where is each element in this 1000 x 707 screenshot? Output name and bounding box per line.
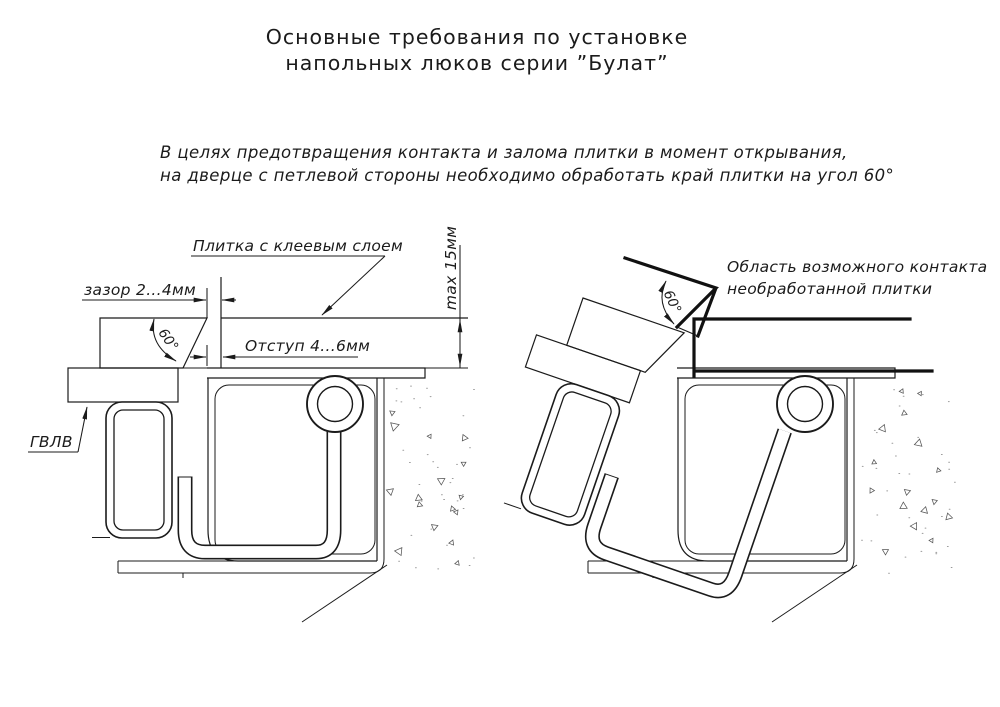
tile-leader-label: Плитка с клеевым слоем [193, 237, 403, 255]
door-tube-profile [106, 402, 172, 538]
hinge-pivot-right [777, 376, 833, 432]
contact-caption-line-2: необработанной плитки [727, 280, 933, 298]
gvl-board [68, 368, 178, 402]
open-hatch-view [481, 258, 987, 622]
note-text [160, 143, 894, 185]
title-line-1: Основные требования по установке [265, 25, 689, 49]
contact-caption-line-1: Область возможного контакта [727, 258, 988, 276]
concrete-texture-right [862, 389, 956, 573]
note-line-1: В целях предотвращения контакта и залома плитки в момент открывания, [160, 143, 848, 162]
offset-dimension-label: Отступ 4...6мм [245, 337, 371, 355]
concrete-texture [386, 386, 474, 569]
contact-angle-label: 60° [659, 287, 685, 317]
note-line-2: на дверце с петлевой стороны необходимо обработать край плитки на угол 60° [160, 166, 895, 185]
title-line-2: напольных люков серии ”Булат” [285, 51, 669, 75]
contact-area-caption [727, 258, 987, 298]
open-door-assembly [481, 288, 684, 541]
door-tile-open [567, 298, 684, 380]
hinge-pivot [307, 376, 363, 432]
bevel-angle-label: 60° [154, 325, 182, 355]
gvl-label: ГВЛВ [30, 433, 73, 451]
dimensions [28, 226, 460, 452]
gap-dimension-label: зазор 2...4мм [84, 281, 197, 299]
page-title [266, 25, 689, 75]
frame-profile-right [588, 368, 895, 622]
closed-hatch-view [28, 226, 474, 622]
max-height-label: max 15мм [442, 225, 460, 311]
